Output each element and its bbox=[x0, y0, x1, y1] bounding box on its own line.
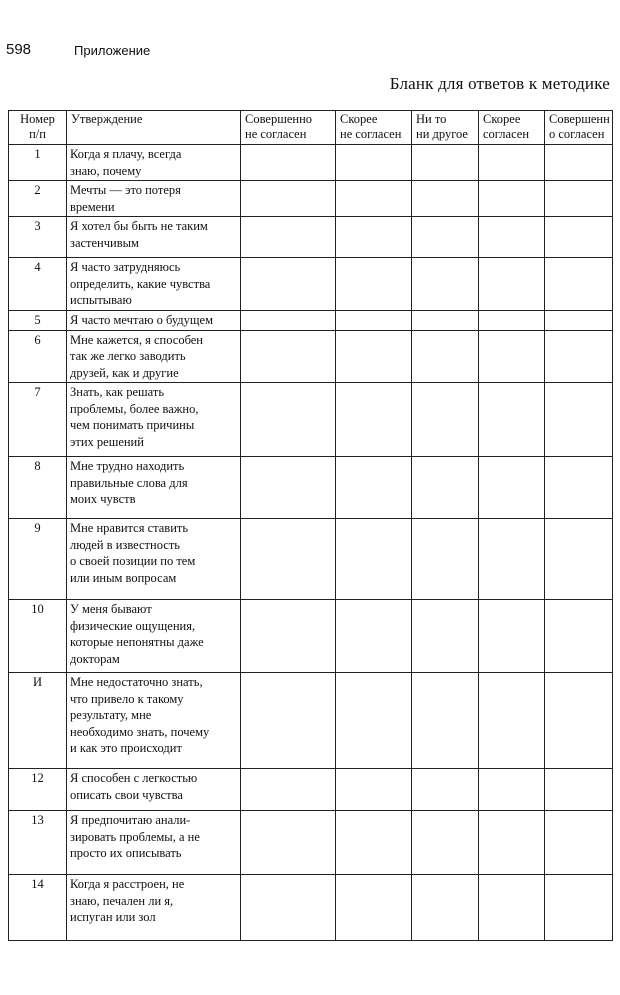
answer-cell-rather-agree[interactable] bbox=[479, 145, 545, 181]
col-header-completely-agree: Совершенн о согласен bbox=[545, 111, 613, 145]
answer-cell-rather-agree[interactable] bbox=[479, 311, 545, 331]
table-row bbox=[9, 181, 613, 217]
row-number: 9 bbox=[9, 519, 67, 600]
answer-cell-completely-agree[interactable] bbox=[545, 457, 613, 519]
col-header-rather-agree: Скорее согласен bbox=[479, 111, 545, 145]
answer-cell-rather-disagree[interactable] bbox=[336, 217, 412, 258]
col-header-rather-disagree: Скорее не согласен bbox=[336, 111, 412, 145]
answer-cell-neither[interactable] bbox=[412, 217, 479, 258]
answer-cell-rather-agree[interactable] bbox=[479, 769, 545, 811]
answer-cell-rather-disagree[interactable] bbox=[336, 457, 412, 519]
answer-cell-completely-disagree[interactable] bbox=[241, 769, 336, 811]
answer-cell-rather-agree[interactable] bbox=[479, 673, 545, 769]
answer-cell-rather-agree[interactable] bbox=[479, 181, 545, 217]
answer-cell-rather-agree[interactable] bbox=[479, 519, 545, 600]
answer-cell-completely-disagree[interactable] bbox=[241, 330, 336, 383]
answer-cell-neither[interactable] bbox=[412, 311, 479, 331]
table-row bbox=[9, 600, 613, 673]
table-row bbox=[9, 145, 613, 181]
row-number: 7 bbox=[9, 383, 67, 457]
row-number: 6 bbox=[9, 330, 67, 383]
answer-cell-neither[interactable] bbox=[412, 875, 479, 941]
answer-cell-rather-agree[interactable] bbox=[479, 457, 545, 519]
answer-cell-completely-disagree[interactable] bbox=[241, 383, 336, 457]
row-statement: Я хотел бы быть не таким застенчивым bbox=[67, 217, 241, 258]
table-row bbox=[9, 673, 613, 769]
answer-cell-neither[interactable] bbox=[412, 145, 479, 181]
answer-cell-completely-agree[interactable] bbox=[545, 383, 613, 457]
answer-cell-completely-disagree[interactable] bbox=[241, 673, 336, 769]
table-row bbox=[9, 457, 613, 519]
answer-cell-neither[interactable] bbox=[412, 673, 479, 769]
table-row bbox=[9, 217, 613, 258]
table-body bbox=[9, 145, 613, 941]
answer-cell-completely-agree[interactable] bbox=[545, 330, 613, 383]
answer-cell-neither[interactable] bbox=[412, 769, 479, 811]
answer-cell-rather-agree[interactable] bbox=[479, 600, 545, 673]
answer-cell-rather-disagree[interactable] bbox=[336, 181, 412, 217]
row-number: 12 bbox=[9, 769, 67, 811]
answer-cell-neither[interactable] bbox=[412, 811, 479, 875]
answer-cell-completely-agree[interactable] bbox=[545, 673, 613, 769]
table-row bbox=[9, 811, 613, 875]
table-header-row bbox=[9, 111, 613, 145]
answer-cell-neither[interactable] bbox=[412, 519, 479, 600]
form-title: Бланк для ответов к методике bbox=[389, 74, 610, 93]
table-row bbox=[9, 330, 613, 383]
answer-cell-completely-agree[interactable] bbox=[545, 311, 613, 331]
answer-cell-completely-agree[interactable] bbox=[545, 875, 613, 941]
answer-cell-completely-disagree[interactable] bbox=[241, 600, 336, 673]
answer-cell-rather-agree[interactable] bbox=[479, 811, 545, 875]
col-header-statement: Утверждение bbox=[67, 111, 241, 145]
table-row bbox=[9, 258, 613, 311]
answer-cell-completely-agree[interactable] bbox=[545, 519, 613, 600]
row-statement: Когда я плачу, всегда знаю, почему bbox=[67, 145, 241, 181]
answer-cell-completely-disagree[interactable] bbox=[241, 258, 336, 311]
answer-cell-rather-agree[interactable] bbox=[479, 875, 545, 941]
row-number: 1 bbox=[9, 145, 67, 181]
row-statement: Когда я расстроен, не знаю, печален ли я, испуган или зол bbox=[67, 875, 241, 941]
row-statement: Я предпочитаю анали- зировать проблемы, а не просто их описывать bbox=[67, 811, 241, 875]
answer-cell-rather-disagree[interactable] bbox=[336, 311, 412, 331]
row-number: 14 bbox=[9, 875, 67, 941]
answer-cell-neither[interactable] bbox=[412, 181, 479, 217]
answer-cell-completely-disagree[interactable] bbox=[241, 217, 336, 258]
answer-cell-rather-agree[interactable] bbox=[479, 383, 545, 457]
row-statement: У меня бывают физические ощущения, которые непонятны даже докторам bbox=[67, 600, 241, 673]
answer-cell-completely-disagree[interactable] bbox=[241, 519, 336, 600]
answer-cell-completely-agree[interactable] bbox=[545, 811, 613, 875]
answer-cell-completely-agree[interactable] bbox=[545, 181, 613, 217]
answer-cell-rather-agree[interactable] bbox=[479, 217, 545, 258]
answer-cell-rather-disagree[interactable] bbox=[336, 330, 412, 383]
row-statement: Я часто мечтаю о будущем bbox=[67, 311, 241, 331]
answer-cell-completely-agree[interactable] bbox=[545, 600, 613, 673]
answer-cell-completely-disagree[interactable] bbox=[241, 181, 336, 217]
table-row bbox=[9, 875, 613, 941]
answer-cell-neither[interactable] bbox=[412, 258, 479, 311]
row-statement: Мне нравится ставить людей в известность о своей позиции по тем или иным вопросам bbox=[67, 519, 241, 600]
answer-cell-completely-agree[interactable] bbox=[545, 217, 613, 258]
answer-cell-completely-disagree[interactable] bbox=[241, 875, 336, 941]
row-statement: Мечты — это потеря времени bbox=[67, 181, 241, 217]
row-number: 4 bbox=[9, 258, 67, 311]
answer-cell-rather-disagree[interactable] bbox=[336, 600, 412, 673]
row-statement: Я часто затрудняюсь определить, какие чувства испытываю bbox=[67, 258, 241, 311]
answer-cell-completely-disagree[interactable] bbox=[241, 311, 336, 331]
row-number: 8 bbox=[9, 457, 67, 519]
row-statement: Мне трудно находить правильные слова для моих чувств bbox=[67, 457, 241, 519]
col-header-neither: Ни то ни другое bbox=[412, 111, 479, 145]
table-row bbox=[9, 769, 613, 811]
answer-cell-neither[interactable] bbox=[412, 457, 479, 519]
running-title: Приложение bbox=[74, 43, 151, 58]
row-statement: Знать, как решать проблемы, более важно, чем понимать причины этих решений bbox=[67, 383, 241, 457]
answer-cell-completely-agree[interactable] bbox=[545, 145, 613, 181]
row-number: 10 bbox=[9, 600, 67, 673]
answer-cell-rather-disagree[interactable] bbox=[336, 811, 412, 875]
col-header-number: Номер п/п bbox=[9, 111, 67, 145]
row-number: И bbox=[9, 673, 67, 769]
answer-cell-rather-agree[interactable] bbox=[479, 258, 545, 311]
answer-cell-rather-disagree[interactable] bbox=[336, 258, 412, 311]
row-statement: Мне кажется, я способен так же легко заводить друзей, как и другие bbox=[67, 330, 241, 383]
answer-cell-rather-agree[interactable] bbox=[479, 330, 545, 383]
answer-cell-neither[interactable] bbox=[412, 383, 479, 457]
row-statement: Мне недостаточно знать, что привело к такому результату, мне необходимо знать, почему и как это происходит bbox=[67, 673, 241, 769]
table-row bbox=[9, 519, 613, 600]
answer-cell-neither[interactable] bbox=[412, 600, 479, 673]
col-header-completely-disagree: Совершенно не согласен bbox=[241, 111, 336, 145]
answer-cell-completely-disagree[interactable] bbox=[241, 145, 336, 181]
row-number: 3 bbox=[9, 217, 67, 258]
answer-cell-completely-disagree[interactable] bbox=[241, 811, 336, 875]
answer-cell-rather-disagree[interactable] bbox=[336, 673, 412, 769]
answer-cell-completely-agree[interactable] bbox=[545, 769, 613, 811]
table-row bbox=[9, 383, 613, 457]
row-number: 13 bbox=[9, 811, 67, 875]
row-number: 2 bbox=[9, 181, 67, 217]
page-number: 598 bbox=[6, 41, 32, 58]
answer-cell-completely-agree[interactable] bbox=[545, 258, 613, 311]
answer-cell-rather-disagree[interactable] bbox=[336, 875, 412, 941]
answer-cell-rather-disagree[interactable] bbox=[336, 769, 412, 811]
answer-cell-rather-disagree[interactable] bbox=[336, 383, 412, 457]
answer-table bbox=[8, 110, 613, 941]
answer-cell-completely-disagree[interactable] bbox=[241, 457, 336, 519]
row-number: 5 bbox=[9, 311, 67, 331]
row-statement: Я способен с легкостью описать свои чувства bbox=[67, 769, 241, 811]
answer-cell-rather-disagree[interactable] bbox=[336, 145, 412, 181]
table-row bbox=[9, 311, 613, 331]
answer-cell-rather-disagree[interactable] bbox=[336, 519, 412, 600]
answer-cell-neither[interactable] bbox=[412, 330, 479, 383]
